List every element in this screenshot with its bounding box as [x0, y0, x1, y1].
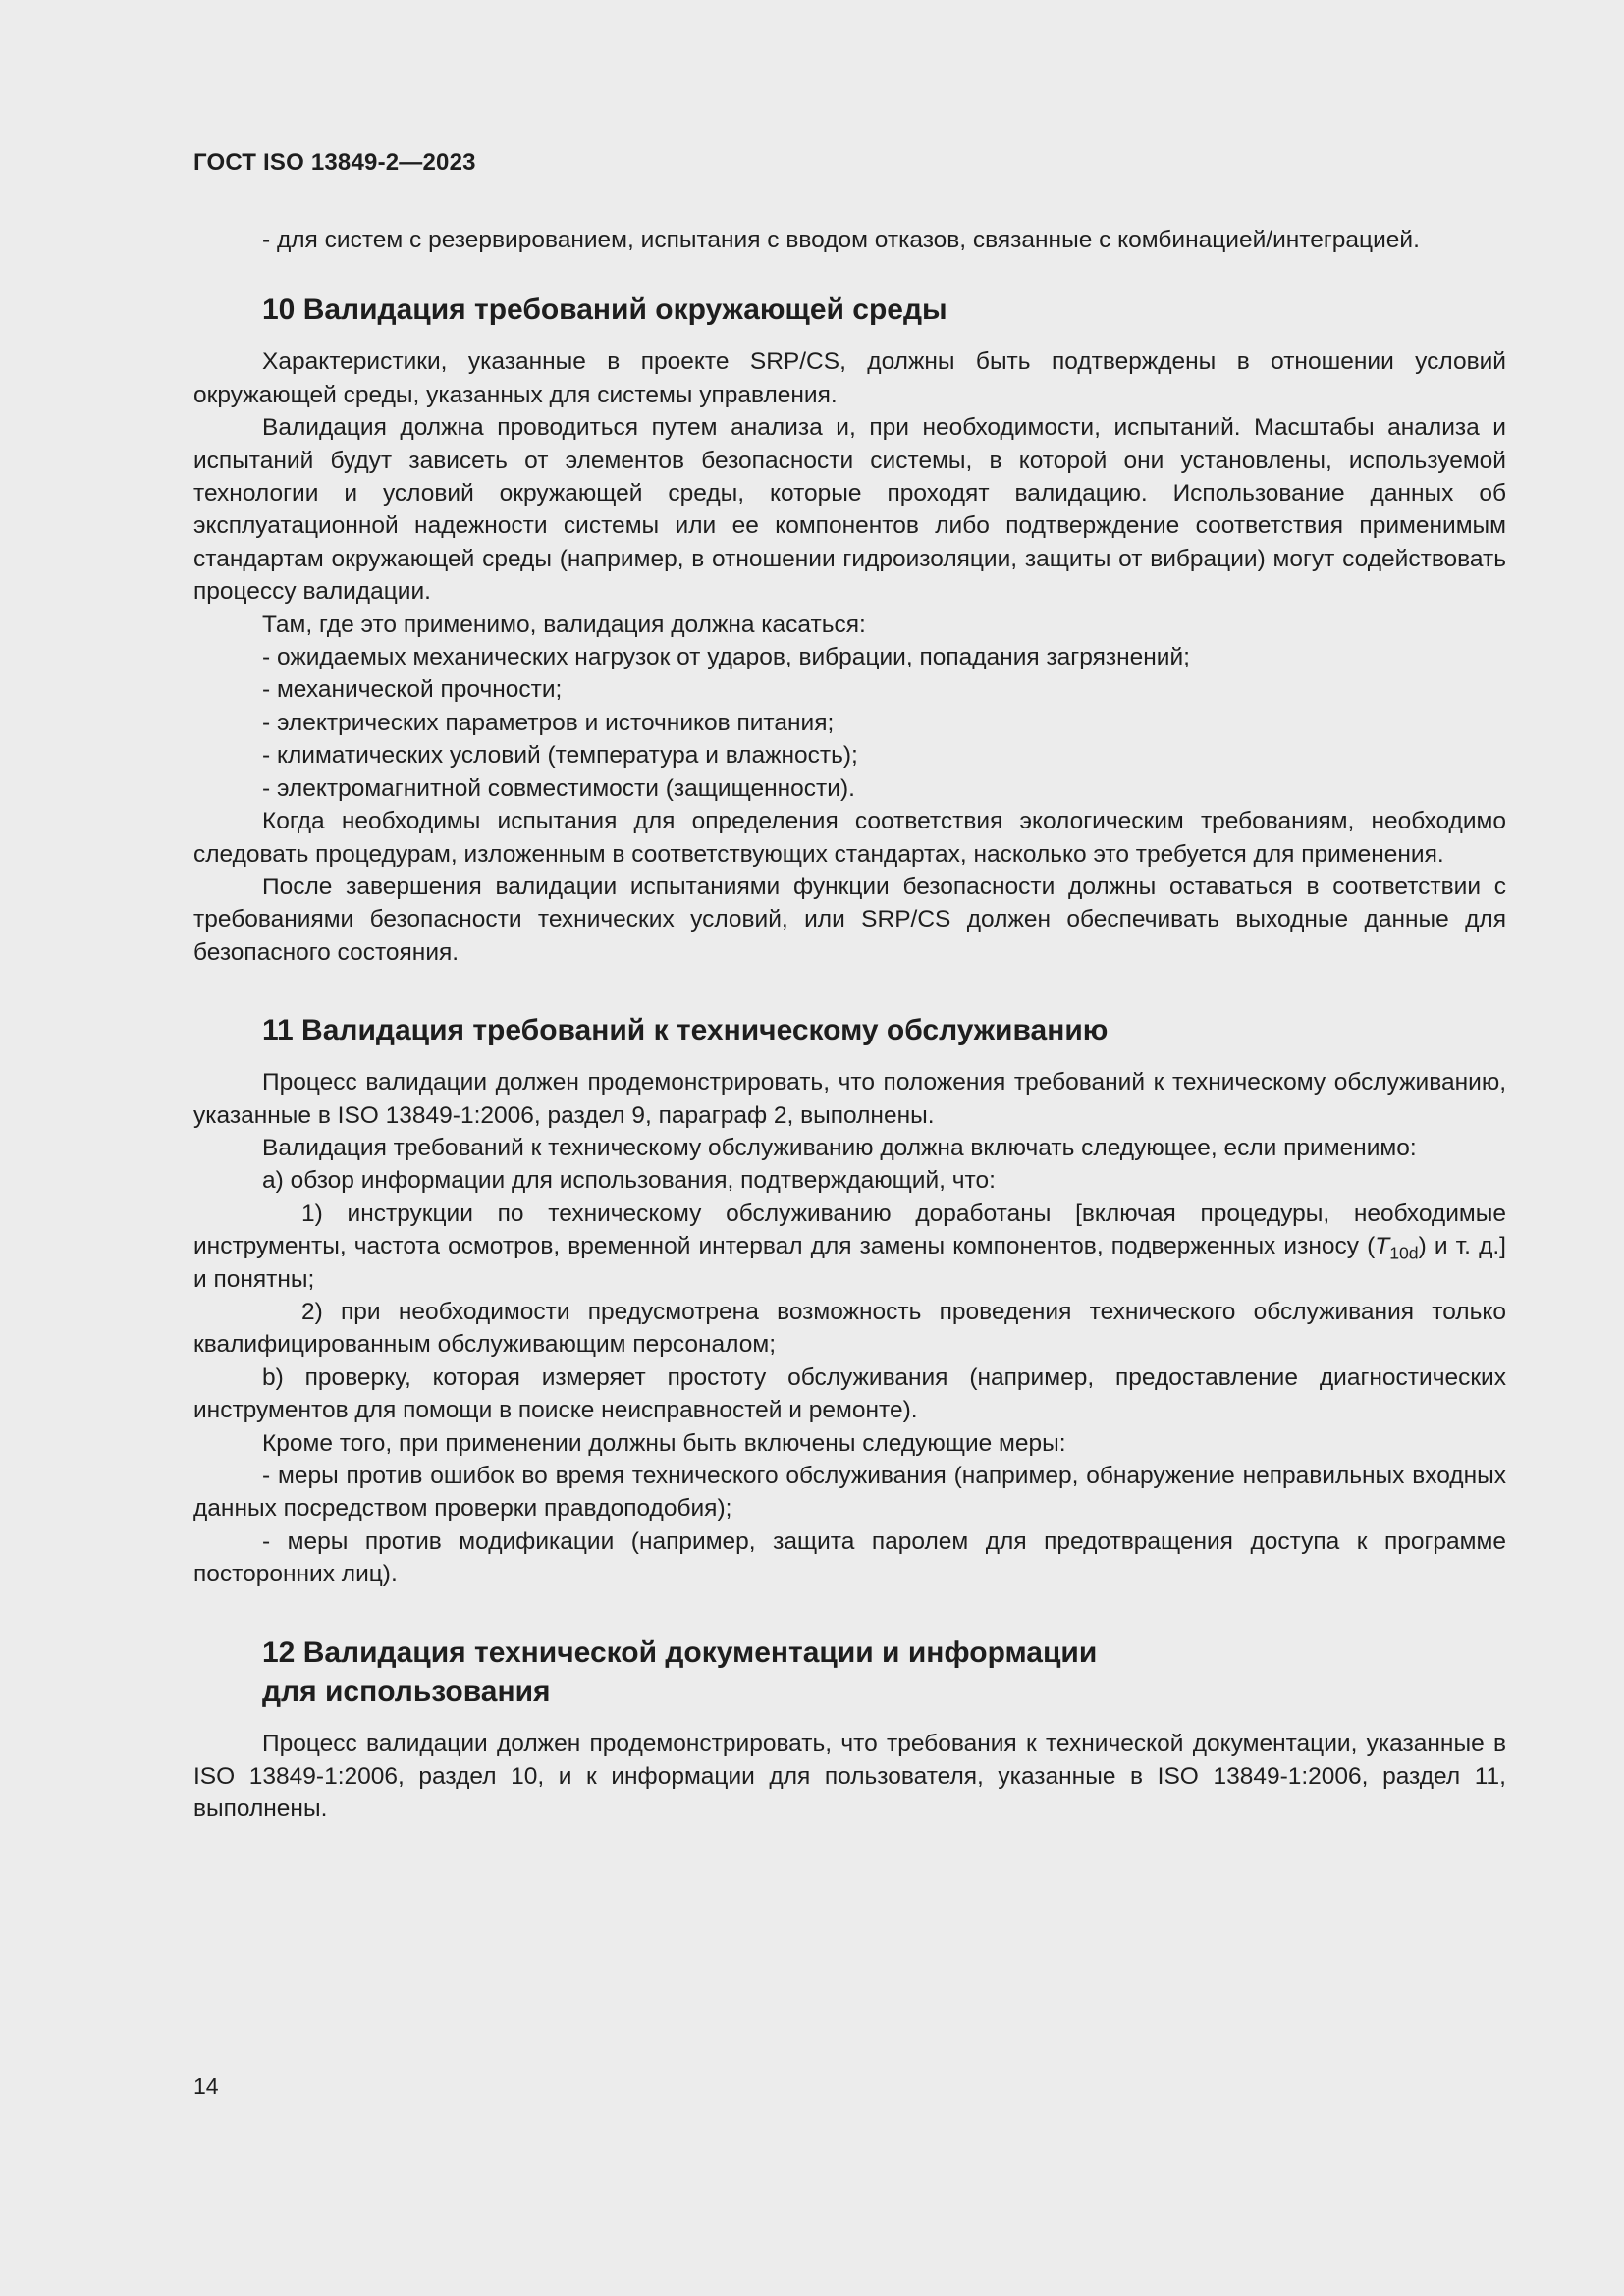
- section-10-title: 10 Валидация требований окружающей среды: [262, 294, 947, 327]
- section-10-paragraph: Валидация должна проводиться путем анализа и, при необходимости, испытаний. Масштабы анализа и испытаний будут зависеть от элементов безопасности системы, в которой они установлены, используемой технологии и условий окружающей среды, которые проходят валидацию. Использование данных об эксплуатационной надежности системы или ее компонентов либо подтверждение соответствия применимым стандартам окружающей среды (например, в отношении гидроизоляции, защиты от вибрации) могут содействовать процессу валидации.: [193, 414, 1506, 606]
- measure-item: - меры против ошибок во время технического обслуживания (например, обнаружение неправильных входных данных посредством проверки правдоподобия);: [193, 1463, 1506, 1522]
- document-header: ГОСТ ISO 13849-2—2023: [193, 149, 476, 176]
- page-number: 14: [193, 2073, 219, 2099]
- t10d-subscript: 10d: [1389, 1243, 1419, 1263]
- section-11-title: 11 Валидация требований к техническому обслуживанию: [262, 1014, 1109, 1047]
- section-12-title: [193, 1633, 1506, 1712]
- list-item-b: b) проверку, которая измеряет простоту обслуживания (например, предоставление диагностических инструментов для помощи в поиске неисправностей и ремонте).: [193, 1363, 1506, 1424]
- document-body: [193, 224, 1506, 1826]
- sub-item-1-tail: ) и т. д.] и понятны;: [193, 1233, 1506, 1293]
- sub-item-1: [193, 1198, 1506, 1296]
- section-11-paragraph: Кроме того, при применении должны быть включены следующие меры:: [262, 1429, 1066, 1457]
- list-item: - электромагнитной совместимости (защищенности).: [262, 774, 855, 802]
- list-item: - ожидаемых механических нагрузок от ударов, вибрации, попадания загрязнений;: [262, 644, 1190, 671]
- section-12-paragraph: Процесс валидации должен продемонстрировать, что требования к технической документации, указанные в ISO 13849-1:2006, раздел 10, и к информации для пользователя, указанные в ISO 13849-1:2006, раздел 11, выполнены.: [193, 1730, 1506, 1823]
- t10d-symbol: T: [1375, 1233, 1390, 1260]
- list-item: - механической прочности;: [262, 676, 563, 704]
- section-11-paragraph: Валидация требований к техническому обслуживанию должна включать следующее, если применимо:: [262, 1134, 1417, 1161]
- sub-item-1-text: 1) инструкции по техническому обслуживанию доработаны [включая процедуры, необходимые инструменты, частота осмотров, временной интервал для замены компонентов, подверженных износу (: [193, 1200, 1506, 1260]
- section-12-title-line1: 12 Валидация технической документации и информации: [262, 1635, 1098, 1669]
- list-item: - климатических условий (температура и влажность);: [262, 742, 858, 770]
- section-10-paragraph: Когда необходимы испытания для определения соответствия экологическим требованиям, необходимо следовать процедурам, изложенным в соответствующих стандартах, насколько это требуется для применения.: [193, 808, 1506, 868]
- sub-item-2: 2) при необходимости предусмотрена возможность проведения технического обслуживания только квалифицированным обслуживающим персоналом;: [193, 1298, 1506, 1359]
- section-12-title-line2: для использования: [262, 1675, 551, 1708]
- list-item-a: a) обзор информации для использования, подтверждающий, что:: [262, 1167, 996, 1195]
- section-10-paragraph: Характеристики, указанные в проекте SRP/CS, должны быть подтверждены в отношении условий окружающей среды, указанных для системы управления.: [193, 348, 1506, 408]
- section-11-paragraph: Процесс валидации должен продемонстрировать, что положения требований к техническому обслуживанию, указанные в ISO 13849-1:2006, раздел 9, параграф 2, выполнены.: [193, 1069, 1506, 1129]
- list-item: - электрических параметров и источников питания;: [262, 709, 835, 736]
- section-10-paragraph: После завершения валидации испытаниями функции безопасности должны оставаться в соответствии с требованиями безопасности технических условий, или SRP/CS должен обеспечивать выходные данные для безопасного состояния.: [193, 873, 1506, 966]
- section-10-paragraph: Там, где это применимо, валидация должна касаться:: [262, 611, 866, 638]
- intro-paragraph: - для систем с резервированием, испытания с вводом отказов, связанные с комбинацией/интеграцией.: [262, 227, 1420, 253]
- measure-item: - меры против модификации (например, защита паролем для предотвращения доступа к программе посторонних лиц).: [193, 1527, 1506, 1588]
